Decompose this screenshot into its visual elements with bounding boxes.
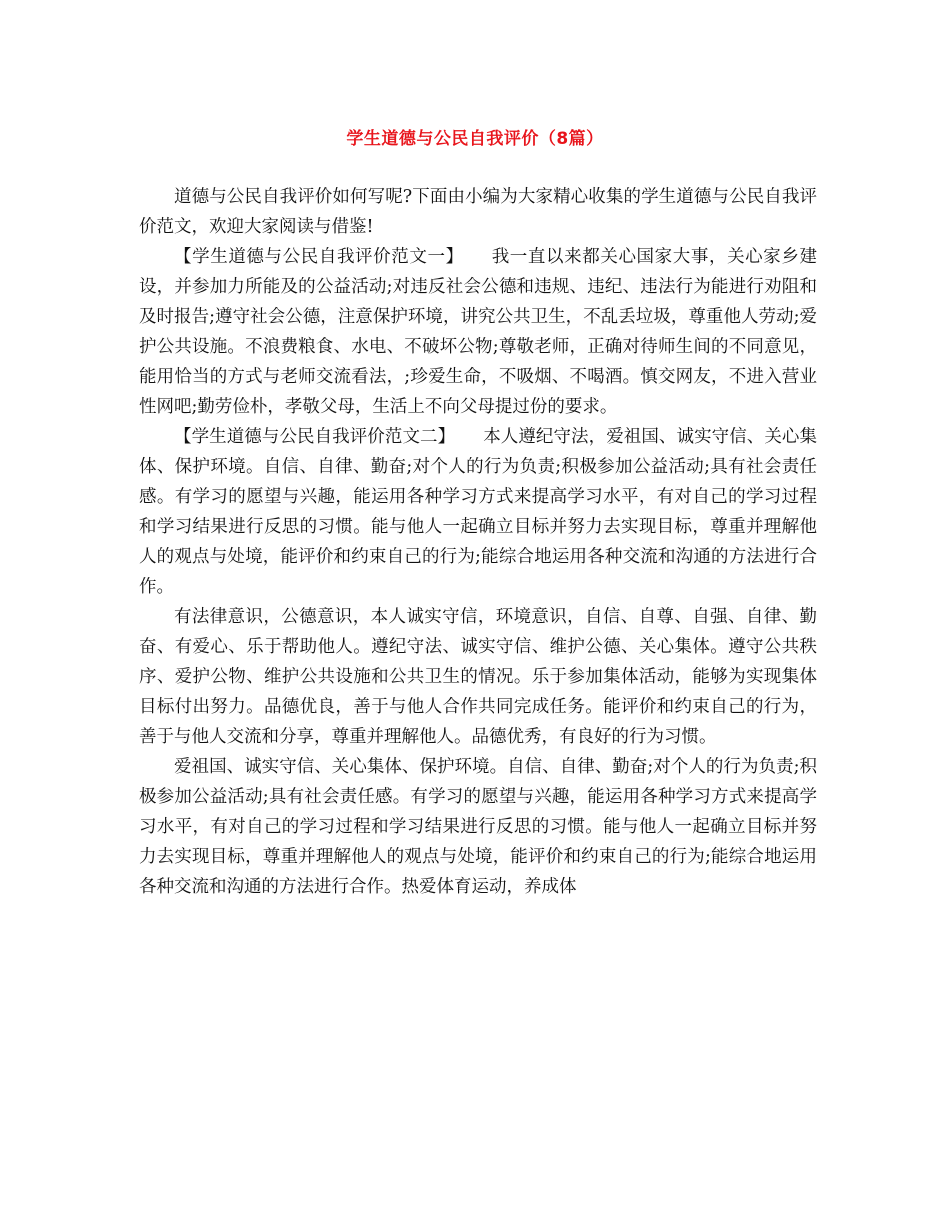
section-two-paragraph: [139, 422, 817, 602]
document-body: [139, 182, 817, 902]
body-paragraph-2: 爱祖国、诚实守信、关心集体、保护环境。自信、自律、勤奋;对个人的行为负责;积极参加公益活动;具有社会责任感。有学习的愿望与兴趣，能运用各种学习方式来提高学习水平，有对自己的学习过程和学习结果进行反思的习惯。能与他人一起确立目标并努力去实现目标，尊重并理解他人的观点与处境，能评价和约束自己的行为;能综合地运用各种交流和沟通的方法进行合作。热爱体育运动，养成体: [139, 757, 817, 897]
intro-paragraph: 道德与公民自我评价如何写呢?下面由小编为大家精心收集的学生道德与公民自我评价范文，欢迎大家阅读与借鉴!: [139, 187, 817, 237]
document-title: 学生道德与公民自我评价（8篇）: [346, 129, 604, 149]
section-two-heading: 【学生道德与公民自我评价范文二】: [174, 427, 456, 447]
section-one-text: 我一直以来都关心国家大事，关心家乡建设，并参加力所能及的公益活动;对违反社会公德和违规、违纪、违法行为能进行劝阻和及时报告;遵守社会公德，注意保护环境，讲究公共卫生，不乱丢垃圾，尊重他人劳动;爱护公共设施。不浪费粮食、水电、不破坏公物;尊敬老师，正确对待师生间的不同意见，能用恰当的方式与老师交流看法，;珍爱生命，不吸烟、不喝酒。慎交网友，不进入营业性网吧;勤劳俭朴，孝敬父母，生活上不向父母提过份的要求。: [139, 247, 818, 417]
section-two-text: 本人遵纪守法，爱祖国、诚实守信、关心集体、保护环境。自信、自律、勤奋;对个人的行为负责;积极参加公益活动;具有社会责任感。有学习的愿望与兴趣，能运用各种学习方式来提高学习水平，有对自己的学习过程和学习结果进行反思的习惯。能与他人一起确立目标并努力去实现目标，尊重并理解他人的观点与处境，能评价和约束自己的行为;能综合地运用各种交流和沟通的方法进行合作。: [139, 427, 818, 597]
section-one-heading: 【学生道德与公民自我评价范文一】: [174, 247, 464, 267]
body-paragraph-1: 有法律意识，公德意识，本人诚实守信，环境意识，自信、自尊、自强、自律、勤奋、有爱心、乐于帮助他人。遵纪守法、诚实守信、维护公德、关心集体。遵守公共秩序、爱护公物、维护公共设施和公共卫生的情况。乐于参加集体活动，能够为实现集体目标付出努力。品德优良，善于与他人合作共同完成任务。能评价和约束自己的行为，善于与他人交流和分享，尊重并理解他人。品德优秀，有良好的行为习惯。: [139, 607, 817, 747]
section-one-paragraph: [139, 242, 817, 422]
